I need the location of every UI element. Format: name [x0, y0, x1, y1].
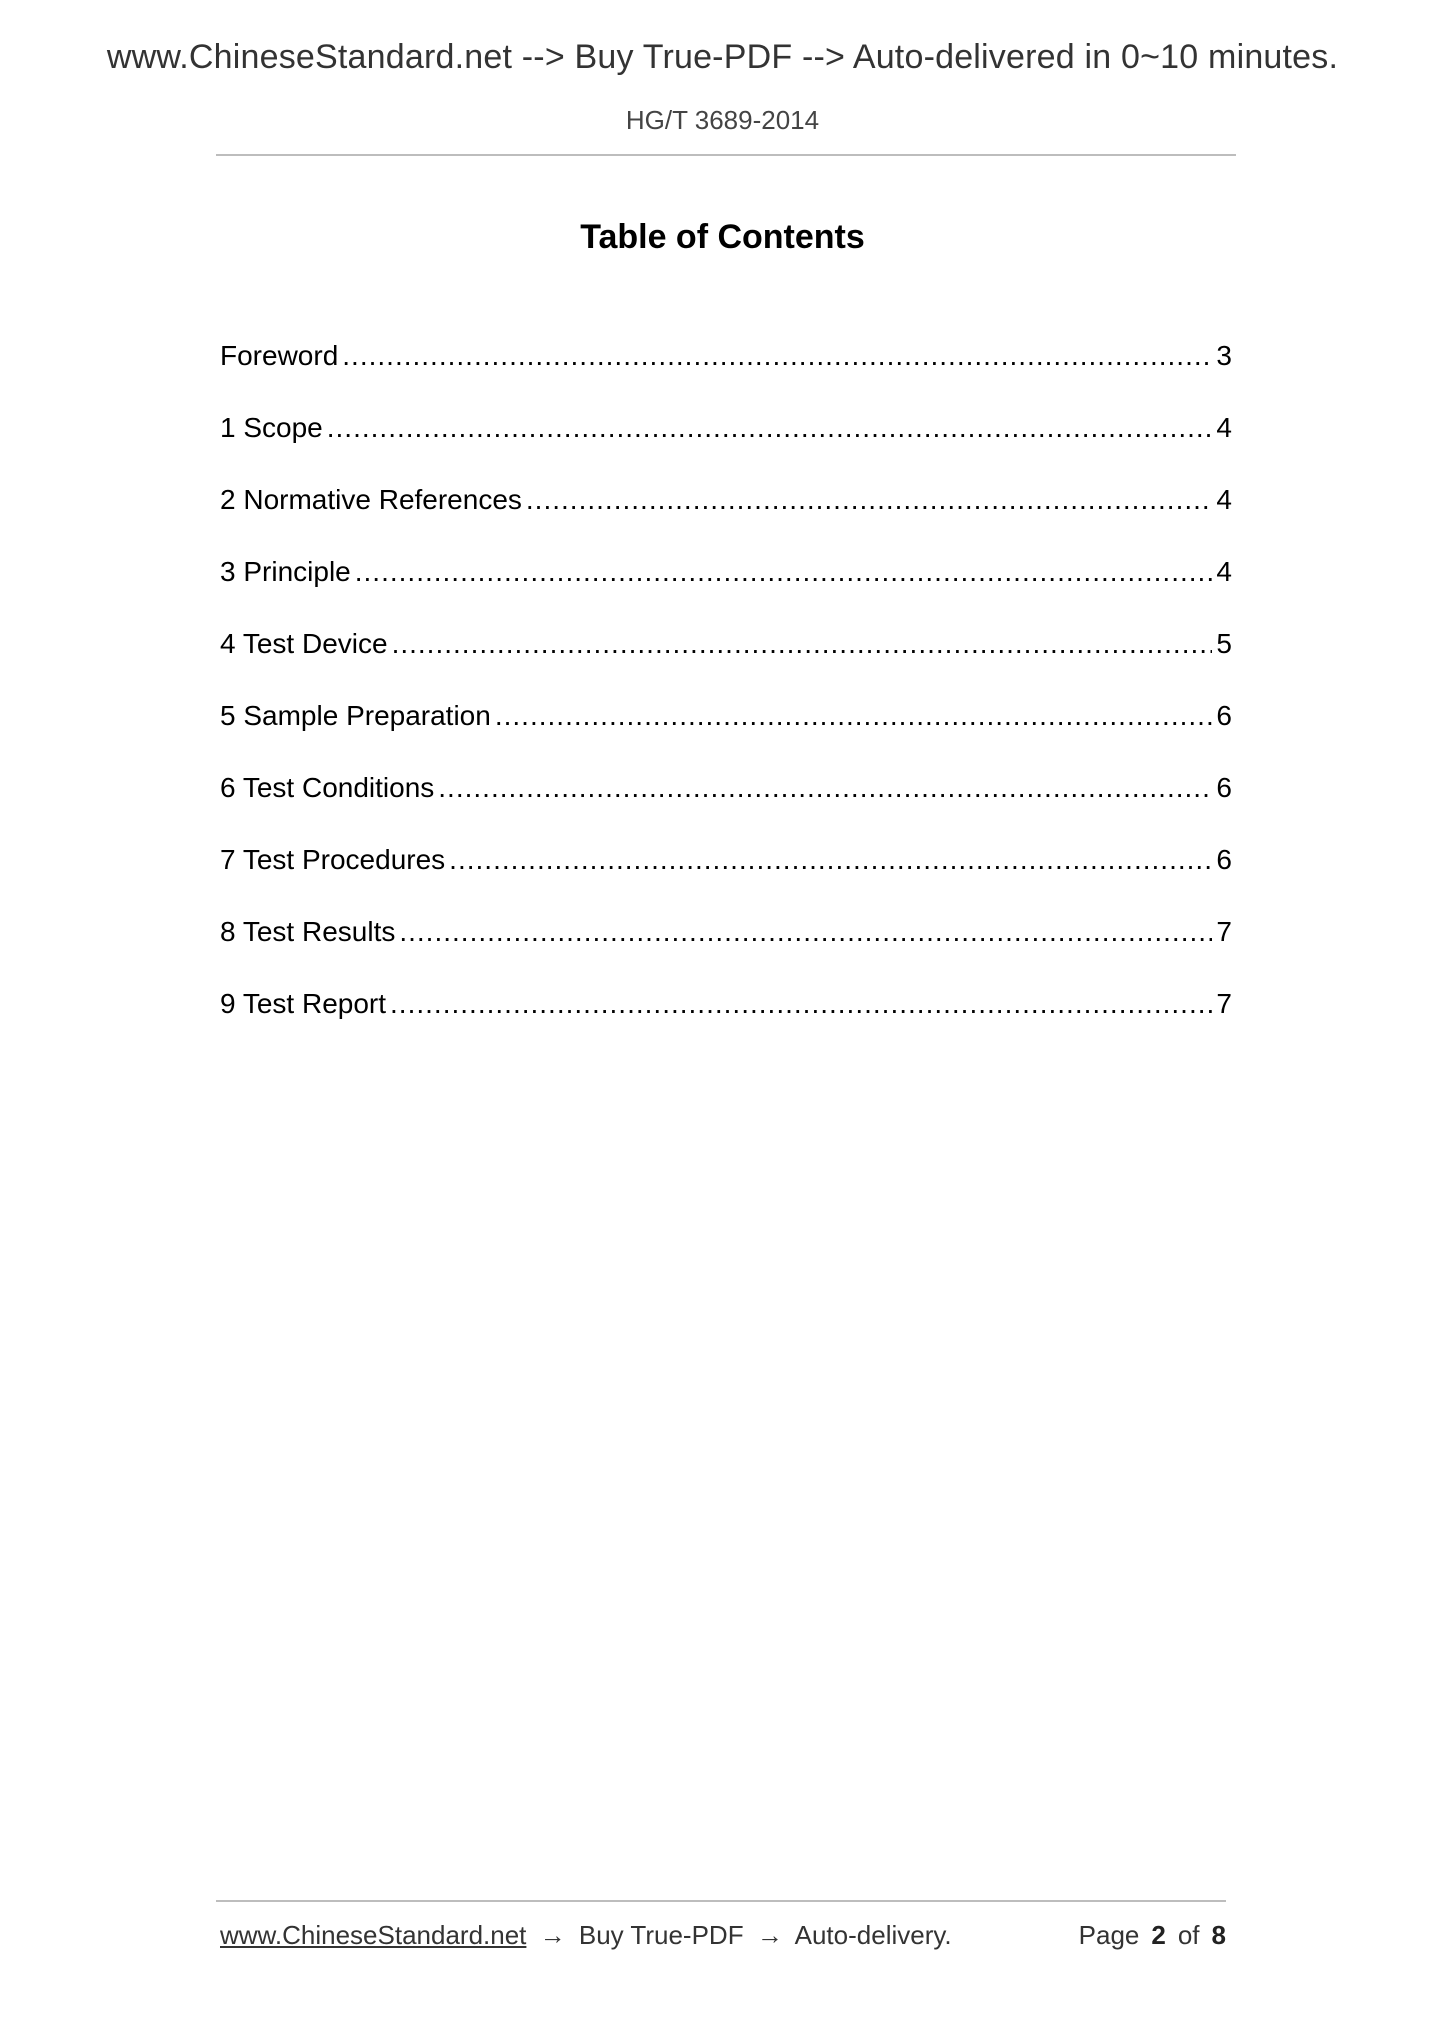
toc-entry-test-results[interactable]	[220, 914, 1232, 986]
footer-buy-text: Buy True-PDF	[578, 1920, 744, 1950]
toc-dot-leader	[342, 338, 1212, 374]
page-label: Page	[1078, 1920, 1140, 1950]
toc-entry-normative-references[interactable]	[220, 482, 1232, 554]
page-current: 2	[1151, 1920, 1166, 1950]
toc-entry-page: 6	[1216, 844, 1232, 875]
toc-dot-leader	[526, 482, 1213, 518]
toc-entry-label: 3 Principle	[220, 556, 351, 587]
header-banner: www.ChineseStandard.net --> Buy True-PDF --> Auto-delivered in 0~10 minutes.	[106, 38, 1339, 76]
toc-dot-leader	[449, 842, 1212, 878]
toc-entry-test-report[interactable]	[220, 986, 1232, 1058]
toc-entry-label: Foreword	[220, 340, 339, 371]
toc-dot-leader	[399, 914, 1212, 950]
toc-dot-leader	[392, 626, 1213, 662]
page-of-label: of	[1177, 1920, 1200, 1950]
right-arrow-icon: →	[756, 1920, 783, 1950]
toc-entry-label: 7 Test Procedures	[220, 844, 446, 875]
toc-entry-page: 4	[1216, 484, 1232, 515]
document-code: HG/T 3689-2014	[625, 105, 820, 135]
toc-entry-label: 4 Test Device	[220, 628, 388, 659]
page-number	[1079, 1920, 1226, 1951]
toc-entry-page: 7	[1216, 988, 1232, 1019]
toc-entry-label: 2 Normative References	[220, 484, 522, 515]
toc-entry-sample-preparation[interactable]	[220, 698, 1232, 770]
toc-dot-leader	[495, 698, 1213, 734]
footer-site-link[interactable]: www.ChineseStandard.net	[220, 1920, 527, 1950]
footer-delivery-text: Auto-delivery.	[794, 1920, 952, 1950]
toc-entry-label: 6 Test Conditions	[220, 772, 435, 803]
toc-entry-foreword[interactable]	[220, 338, 1232, 410]
toc-entry-page: 5	[1216, 628, 1232, 659]
toc-entry-page: 4	[1216, 556, 1232, 587]
toc-entry-page: 6	[1216, 772, 1232, 803]
toc-entry-label: 1 Scope	[220, 412, 323, 443]
toc-dot-leader	[438, 770, 1212, 806]
toc-entry-scope[interactable]	[220, 410, 1232, 482]
toc-entry-test-device[interactable]	[220, 626, 1232, 698]
footer-divider	[216, 1900, 1226, 1902]
page-total: 8	[1211, 1920, 1226, 1950]
toc-entry-test-conditions[interactable]	[220, 770, 1232, 842]
toc-entry-label: 8 Test Results	[220, 916, 396, 947]
header-divider	[216, 154, 1236, 156]
toc-entry-page: 6	[1216, 700, 1232, 731]
toc-list	[220, 338, 1232, 1058]
toc-entry-page: 7	[1216, 916, 1232, 947]
toc-entry-principle[interactable]	[220, 554, 1232, 626]
right-arrow-icon: →	[539, 1920, 566, 1950]
toc-title: Table of Contents	[580, 218, 865, 256]
toc-dot-leader	[327, 410, 1213, 446]
footer-promo	[220, 1920, 952, 1951]
toc-dot-leader	[390, 986, 1212, 1022]
toc-entry-page: 4	[1216, 412, 1232, 443]
toc-entry-test-procedures[interactable]	[220, 842, 1232, 914]
toc-entry-label: 5 Sample Preparation	[220, 700, 491, 731]
toc-dot-leader	[355, 554, 1213, 590]
toc-entry-page: 3	[1216, 340, 1232, 371]
toc-entry-label: 9 Test Report	[220, 988, 387, 1019]
